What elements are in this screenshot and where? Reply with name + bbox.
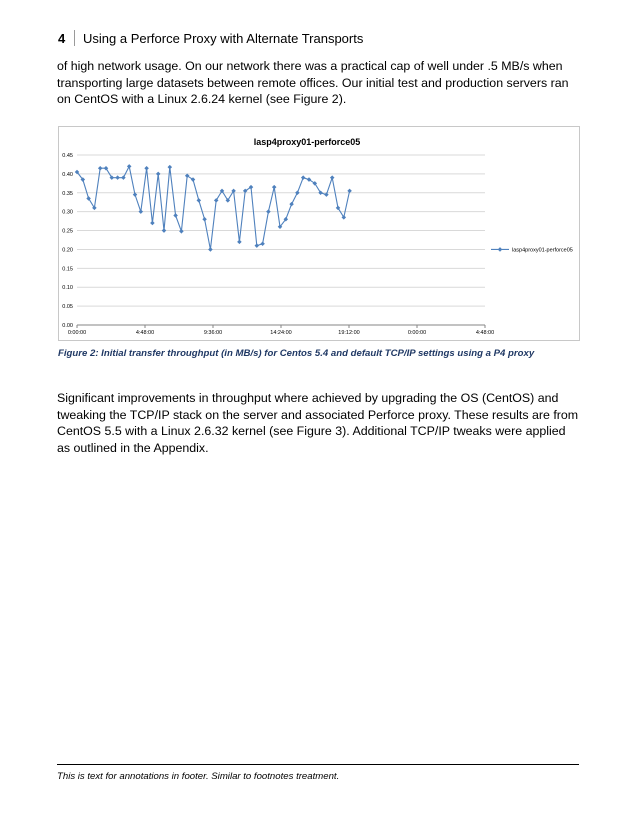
x-tick-label: 14:24:00 bbox=[270, 330, 292, 336]
y-tick-label: 0.10 bbox=[62, 285, 73, 292]
body-paragraph-2: Significant improvements in throughput where achieved by upgrading the OS (CentOS) and tweaking the TCP/IP stack on the server and associated Perforce proxy. These results are from CentOS 5.5 with a Linux 2.6.32 kernel (see Figure 3). Additional TCP/IP tweaks were applied as outlined in the Appendix. bbox=[57, 391, 579, 455]
data-point bbox=[197, 198, 202, 203]
data-point bbox=[127, 164, 132, 169]
legend-marker bbox=[498, 247, 503, 252]
y-tick-label: 0.15 bbox=[62, 266, 73, 273]
y-tick-label: 0.20 bbox=[62, 247, 73, 254]
x-tick-label: 0:00:00 bbox=[407, 330, 427, 336]
chart-title: lasp4proxy01-perforce05 bbox=[253, 137, 361, 147]
y-tick-label: 0.05 bbox=[62, 304, 73, 311]
page-header bbox=[58, 28, 580, 48]
figure-caption: Figure 2: Initial transfer throughput (in MB/s) for Centos 5.4 and default TCP/IP settings using a P4 proxy bbox=[58, 348, 535, 359]
data-point bbox=[173, 213, 178, 218]
data-point bbox=[266, 209, 271, 214]
chart-svg bbox=[59, 127, 579, 340]
data-point bbox=[237, 240, 242, 245]
footer-divider bbox=[57, 764, 579, 765]
data-point bbox=[202, 217, 207, 222]
data-point bbox=[150, 221, 155, 226]
footer-note: This is text for annotations in footer. Similar to footnotes treatment. bbox=[57, 771, 340, 782]
data-point bbox=[162, 228, 167, 233]
data-point bbox=[260, 242, 265, 247]
legend-label: lasp4proxy01-perforce05 bbox=[512, 247, 573, 254]
data-point bbox=[289, 202, 294, 207]
x-tick-label: 4:48:00 bbox=[135, 330, 155, 336]
throughput-chart bbox=[58, 126, 580, 341]
x-tick-label: 9:36:00 bbox=[203, 330, 223, 336]
data-point bbox=[301, 175, 306, 180]
body-paragraph-1: of high network usage. On our network there was a practical cap of well under .5 MB/s when transporting large datasets between remote offices. Our initial test and production servers ran on CentOS with a Linux 2.6.24 kernel (see Figure 2). bbox=[57, 59, 569, 106]
data-point bbox=[168, 165, 173, 170]
data-point bbox=[139, 209, 144, 214]
y-tick-label: 0.25 bbox=[62, 228, 73, 235]
y-tick-label: 0.00 bbox=[62, 323, 73, 329]
y-tick-label: 0.35 bbox=[62, 190, 73, 197]
page-number: 4 bbox=[58, 30, 66, 46]
header-divider bbox=[74, 30, 75, 46]
y-tick-label: 0.30 bbox=[62, 209, 73, 216]
header-title: Using a Perforce Proxy with Alternate Transports bbox=[83, 30, 364, 46]
x-tick-label: 4:48:00 bbox=[475, 330, 495, 336]
data-point bbox=[330, 175, 335, 180]
data-point bbox=[144, 166, 149, 171]
data-point bbox=[208, 247, 213, 252]
data-point bbox=[272, 185, 277, 190]
x-tick-label: 19:12:00 bbox=[338, 330, 360, 336]
data-point bbox=[179, 229, 184, 234]
data-point bbox=[156, 172, 161, 177]
data-point bbox=[121, 175, 126, 180]
data-point bbox=[255, 243, 260, 248]
x-tick-label: 0:00:00 bbox=[67, 330, 87, 336]
y-tick-label: 0.45 bbox=[62, 153, 73, 159]
y-tick-label: 0.40 bbox=[62, 171, 73, 178]
data-point bbox=[98, 166, 103, 171]
data-point bbox=[115, 175, 120, 180]
data-point bbox=[295, 191, 300, 196]
